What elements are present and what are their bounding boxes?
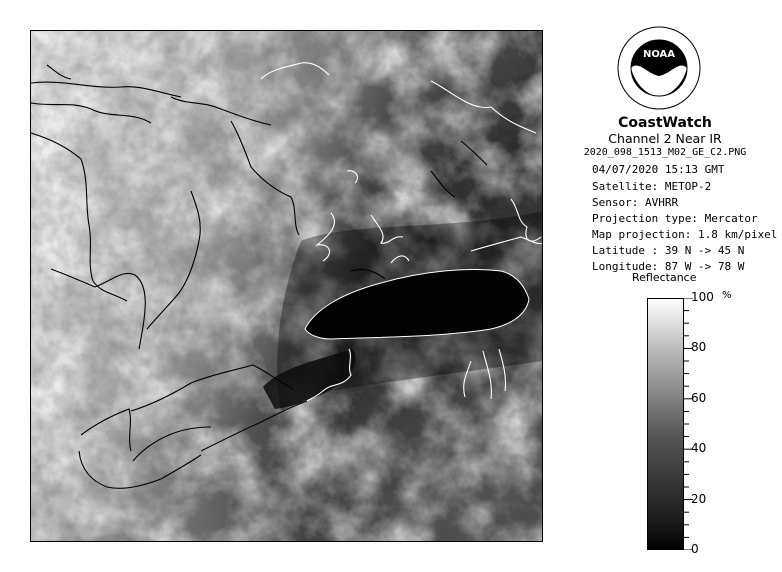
satellite-label: Satellite: METOP-2: [592, 180, 712, 193]
satellite-map[interactable]: [30, 30, 543, 542]
colorbar-tick-label: 0: [691, 542, 699, 556]
projection-type-label: Projection type: Mercator: [592, 212, 758, 225]
sensor-label: Sensor: AVHRR: [592, 196, 679, 209]
product-title: CoastWatch: [618, 115, 712, 131]
longitude-label: Longitude: 87 W -> 78 W: [592, 260, 745, 273]
colorbar-tick-label: 80: [691, 340, 707, 355]
colorbar-tick-label: 100: [691, 290, 714, 304]
colorbar-tick-label: 20: [691, 491, 707, 506]
channel-name: Channel 2 Near IR: [608, 131, 722, 146]
satellite-imagery: [31, 31, 543, 542]
latitude-label: Latitude : 39 N -> 45 N: [592, 244, 745, 257]
map-projection-label: Map projection: 1.8 km/pixel: [592, 228, 778, 241]
colorbar-tick-label: 40: [691, 441, 707, 456]
colorbar-title: Reflectance: [632, 271, 697, 284]
noaa-logo-text: NOAA: [642, 49, 676, 60]
file-name: 2020_098_1513_M02_GE_C2.PNG: [583, 147, 747, 158]
colorbar-tick-label: 60: [691, 390, 707, 405]
reflectance-colorbar: [647, 298, 684, 550]
colorbar-unit: %: [722, 290, 732, 301]
noaa-logo: [617, 26, 701, 110]
colorbar-ticks: [684, 298, 696, 550]
date-time: 04/07/2020 15:13 GMT: [592, 163, 725, 176]
